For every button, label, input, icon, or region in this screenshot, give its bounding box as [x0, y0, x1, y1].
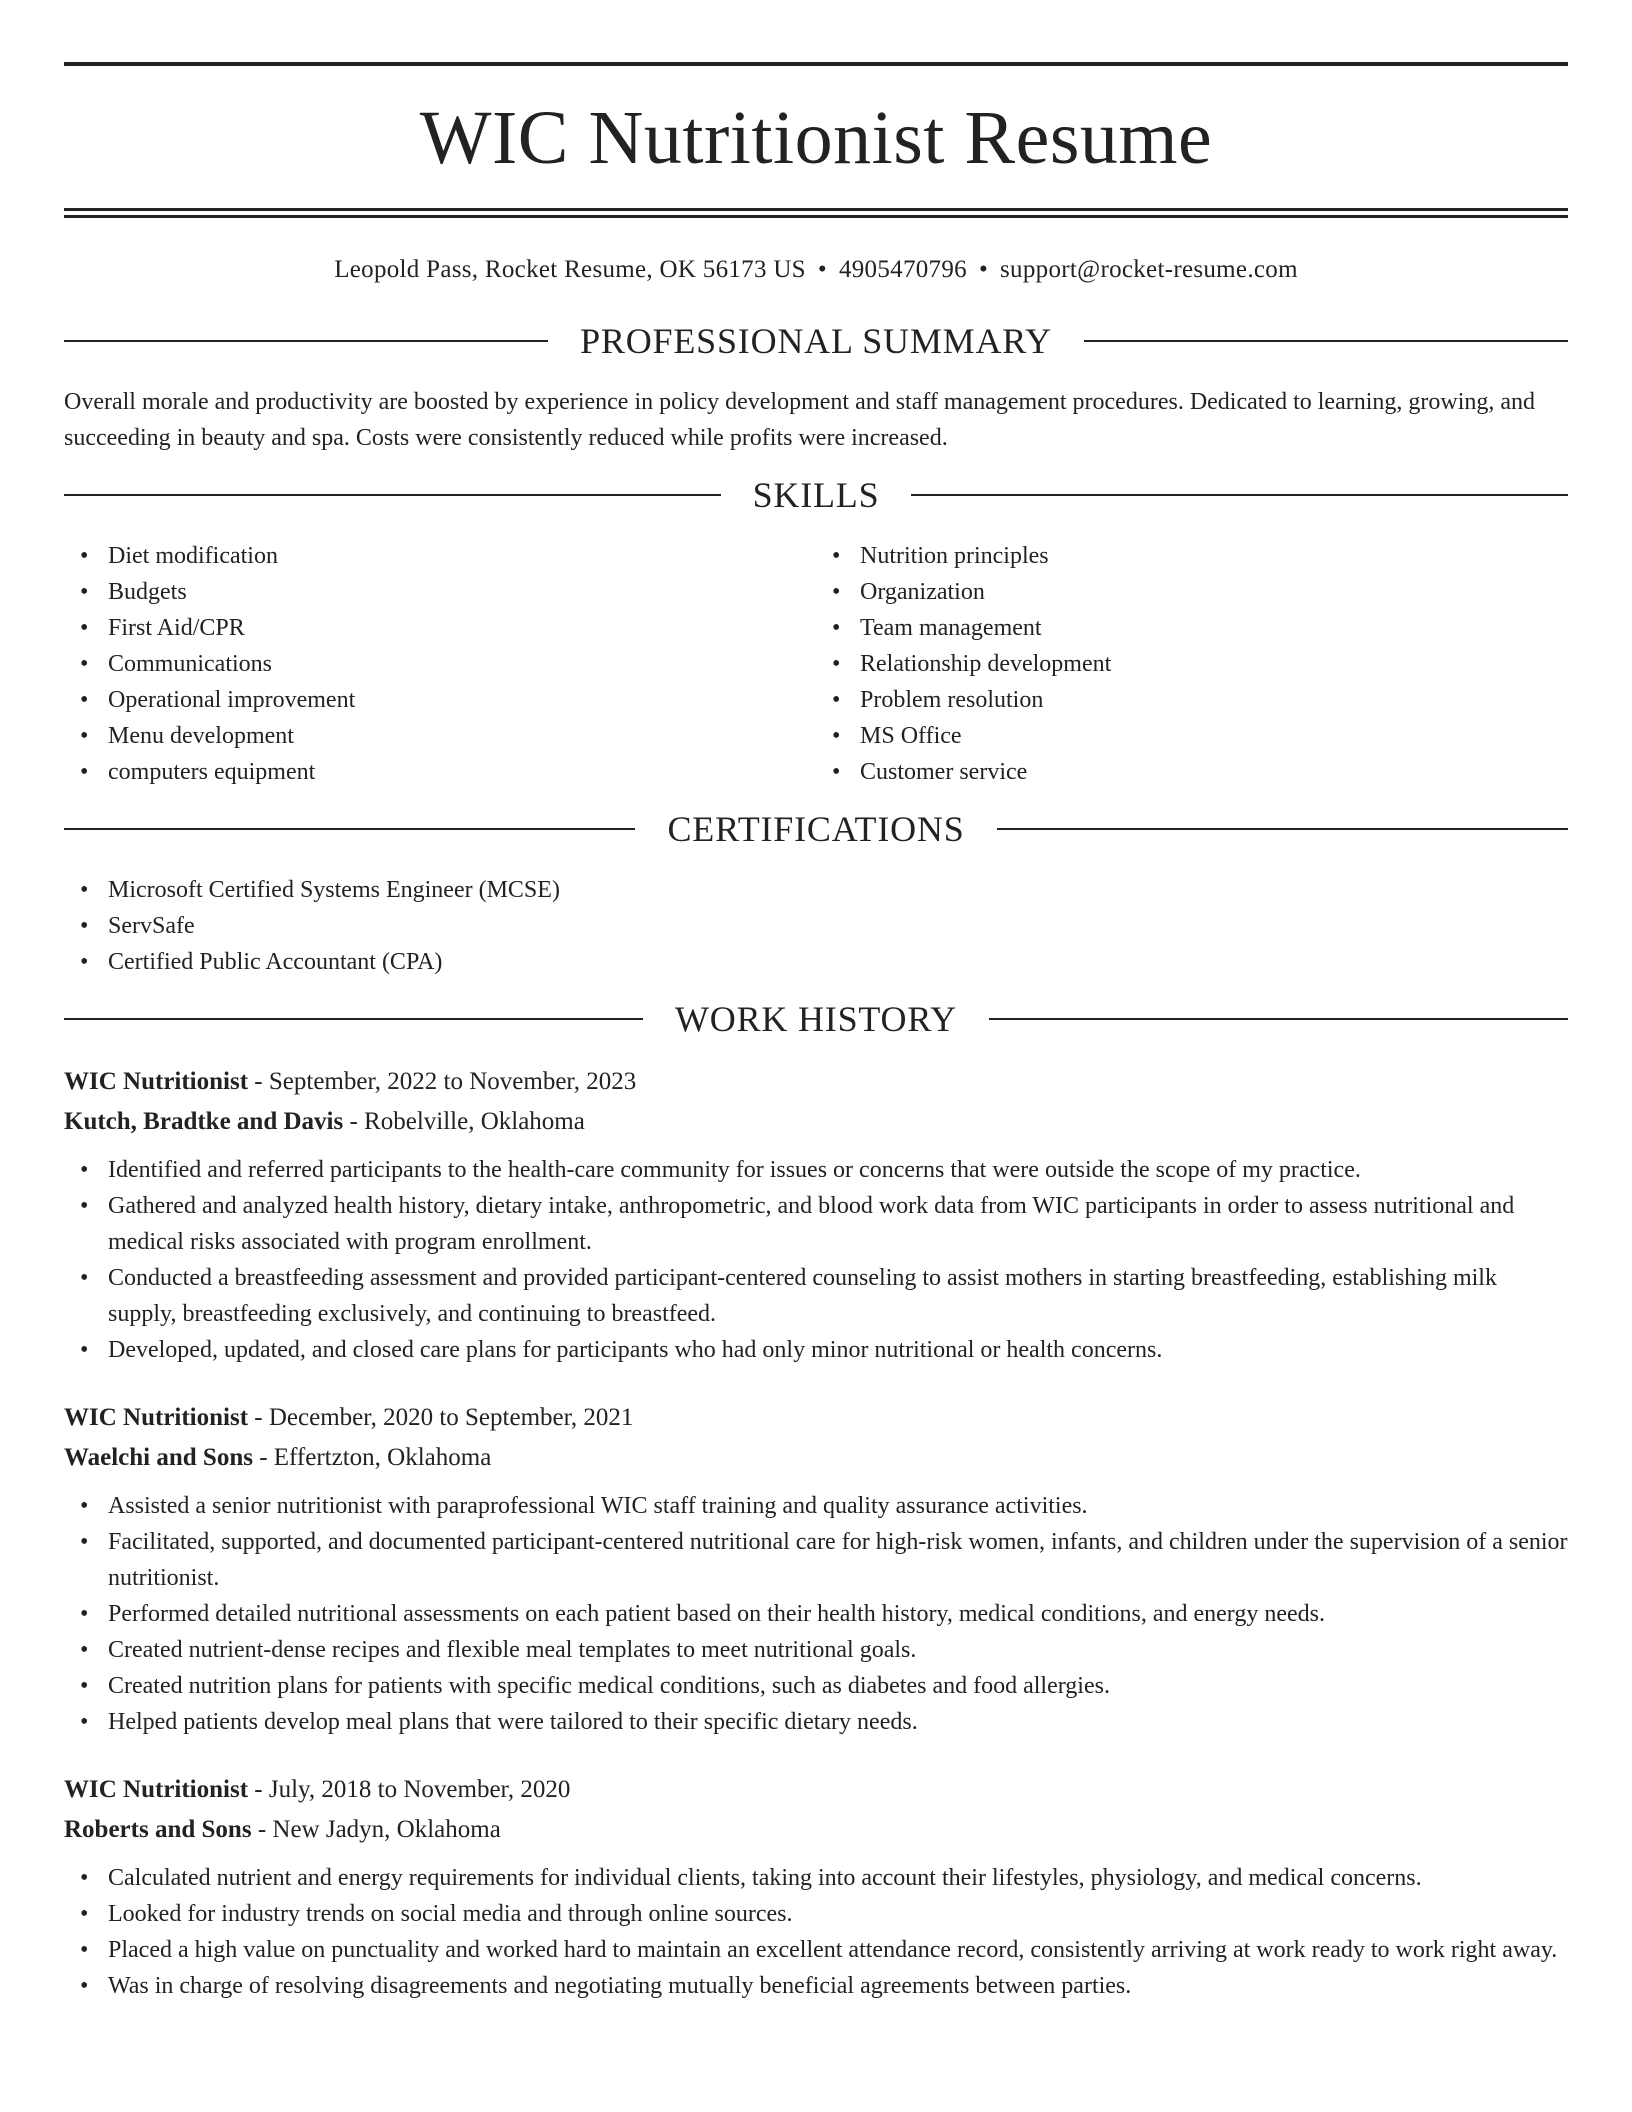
- section-header-certifications: [64, 808, 1568, 850]
- contact-separator: •: [817, 256, 827, 283]
- divider-right: [911, 494, 1568, 496]
- divider-left: [64, 494, 721, 496]
- job-company: Roberts and Sons: [64, 1816, 252, 1843]
- job-title-line: [64, 1770, 1568, 1810]
- divider-right: [1084, 340, 1568, 342]
- job-entry: [64, 1062, 1568, 1368]
- summary-text: Overall morale and productivity are boosted by experience in policy development and staff management procedures. Dedicated to learning, growing, and succeeding in beauty and spa. Costs were consistently reduced while profits were increased.: [64, 389, 1536, 451]
- divider-left: [64, 828, 635, 830]
- contact-line: [64, 256, 1568, 284]
- job-title: WIC Nutritionist: [64, 1404, 249, 1431]
- job-duty-item: • Looked for industry trends on social media and through online sources.: [64, 1896, 1568, 1932]
- contact-email: support@rocket-resume.com: [1000, 256, 1298, 283]
- skill-item: • Diet modification: [64, 538, 816, 574]
- certification-item: • Certified Public Accountant (CPA): [64, 944, 1568, 980]
- title-double-rule: [64, 208, 1568, 218]
- divider-left: [64, 340, 548, 342]
- job-duty-item: • Assisted a senior nutritionist with paraprofessional WIC staff training and quality assurance activities.: [64, 1488, 1568, 1524]
- job-duty-item: • Conducted a breastfeeding assessment and provided participant-centered counseling to assist mothers in starting breastfeeding, establishing milk supply, breastfeeding exclusively, and continuing to breastfeed.: [64, 1260, 1568, 1332]
- skill-item: • Relationship development: [816, 646, 1568, 682]
- job-company-line: [64, 1102, 1568, 1142]
- job-duties: [64, 1860, 1568, 2004]
- job-duty-item: • Helped patients develop meal plans that were tailored to their specific dietary needs.: [64, 1704, 1568, 1740]
- job-company-line: [64, 1438, 1568, 1478]
- skills-list: [64, 538, 1568, 790]
- job-duty-item: • Facilitated, supported, and documented participant-centered nutritional care for high-risk women, infants, and children under the supervision of a senior nutritionist.: [64, 1524, 1568, 1596]
- job-title: WIC Nutritionist: [64, 1776, 249, 1803]
- job-duty-item: • Created nutrient-dense recipes and flexible meal templates to meet nutritional goals.: [64, 1632, 1568, 1668]
- job-duty-item: • Was in charge of resolving disagreements and negotiating mutually beneficial agreements between parties.: [64, 1968, 1568, 2004]
- skill-item: • First Aid/CPR: [64, 610, 816, 646]
- skill-item: • MS Office: [816, 718, 1568, 754]
- divider-right: [989, 1018, 1568, 1020]
- job-duty-item: • Created nutrition plans for patients with specific medical conditions, such as diabetes and food allergies.: [64, 1668, 1568, 1704]
- certifications-list: [64, 872, 1568, 980]
- divider-left: [64, 1018, 643, 1020]
- job-company: Kutch, Bradtke and Davis: [64, 1108, 344, 1135]
- job-dates: - July, 2018 to November, 2020: [248, 1776, 571, 1803]
- job-duty-item: • Gathered and analyzed health history, dietary intake, anthropometric, and blood work data from WIC participants in order to assess nutritional and medical risks associated with program enrollment.: [64, 1188, 1568, 1260]
- skill-item: • Customer service: [816, 754, 1568, 790]
- job-duty-item: • Placed a high value on punctuality and worked hard to maintain an excellent attendance record, consistently arriving at work ready to work right away.: [64, 1932, 1568, 1968]
- contact-phone: 4905470796: [838, 256, 967, 283]
- section-title-skills: SKILLS: [752, 475, 880, 515]
- job-duties: [64, 1488, 1568, 1740]
- section-title-work-history: WORK HISTORY: [675, 999, 957, 1039]
- job-title-line: [64, 1398, 1568, 1438]
- job-location: - Effertzton, Oklahoma: [252, 1444, 492, 1471]
- contact-separator: •: [978, 256, 989, 283]
- skill-item: • computers equipment: [64, 754, 816, 790]
- skill-item: • Menu development: [64, 718, 816, 754]
- certification-item: • ServSafe: [64, 908, 1568, 944]
- job-duty-item: • Identified and referred participants to the health-care community for issues or concerns that were outside the scope of my practice.: [64, 1152, 1568, 1188]
- skill-item: • Organization: [816, 574, 1568, 610]
- job-entry: [64, 1398, 1568, 1740]
- certification-item: • Microsoft Certified Systems Engineer (MCSE): [64, 872, 1568, 908]
- job-title: WIC Nutritionist: [64, 1068, 249, 1095]
- job-title-line: [64, 1062, 1568, 1102]
- page-title: WIC Nutritionist Resume: [419, 96, 1213, 180]
- job-duty-item: • Calculated nutrient and energy requirements for individual clients, taking into account their lifestyles, physiology, and medical concerns.: [64, 1860, 1568, 1896]
- divider-right: [997, 828, 1568, 830]
- skills-column-left: [64, 538, 816, 790]
- job-duties: [64, 1152, 1568, 1368]
- job-location: - Robelville, Oklahoma: [343, 1108, 585, 1135]
- job-company-line: [64, 1810, 1568, 1850]
- skill-item: • Team management: [816, 610, 1568, 646]
- top-rule: [64, 62, 1568, 66]
- job-company: Waelchi and Sons: [64, 1444, 253, 1471]
- job-entry: [64, 1770, 1568, 2004]
- section-header-work-history: [64, 998, 1568, 1040]
- skill-item: • Problem resolution: [816, 682, 1568, 718]
- section-header-skills: [64, 474, 1568, 516]
- section-title-summary: PROFESSIONAL SUMMARY: [580, 321, 1052, 361]
- job-duty-item: • Developed, updated, and closed care plans for participants who had only minor nutritional or health concerns.: [64, 1332, 1568, 1368]
- section-header-summary: [64, 320, 1568, 362]
- contact-address: Leopold Pass, Rocket Resume, OK 56173 US: [334, 256, 806, 283]
- job-location: - New Jadyn, Oklahoma: [251, 1816, 501, 1843]
- job-dates: - September, 2022 to November, 2023: [248, 1068, 637, 1095]
- skill-item: • Communications: [64, 646, 816, 682]
- section-title-certifications: CERTIFICATIONS: [667, 809, 965, 849]
- skill-item: • Operational improvement: [64, 682, 816, 718]
- skill-item: • Budgets: [64, 574, 816, 610]
- skill-item: • Nutrition principles: [816, 538, 1568, 574]
- skills-column-right: [816, 538, 1568, 790]
- job-dates: - December, 2020 to September, 2021: [248, 1404, 634, 1431]
- job-duty-item: • Performed detailed nutritional assessments on each patient based on their health history, medical conditions, and energy needs.: [64, 1596, 1568, 1632]
